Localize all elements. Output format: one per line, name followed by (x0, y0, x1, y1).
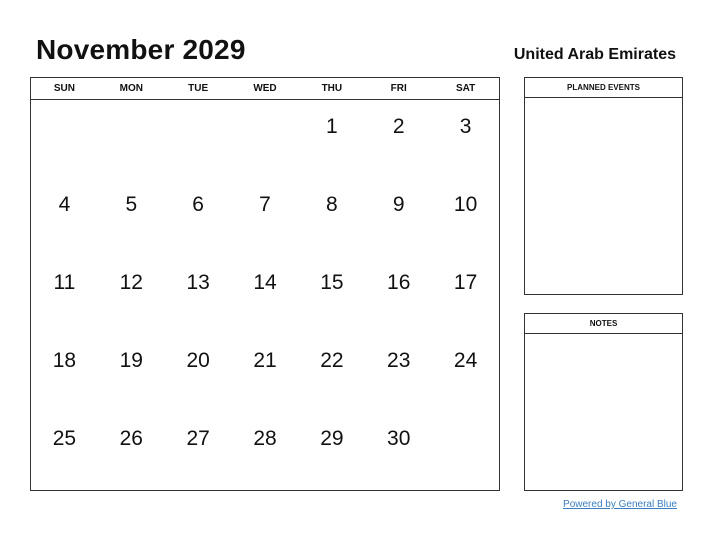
day-cell: 13 (186, 271, 210, 294)
week-row (31, 178, 499, 256)
day-cell: 18 (52, 349, 77, 372)
day-cell: 19 (119, 349, 143, 372)
weekday-sat: SAT (455, 83, 476, 94)
day-cell: 27 (186, 427, 210, 450)
weekday-mon: MON (119, 83, 143, 94)
day-cell: 20 (186, 349, 210, 372)
day-cell (432, 412, 499, 490)
day-cell: 23 (387, 349, 411, 372)
day-cell: 8 (326, 193, 338, 216)
day-cell: 1 (326, 115, 338, 138)
day-cell (165, 100, 232, 178)
notes-header: NOTES (525, 314, 682, 334)
day-cell: 15 (320, 271, 344, 294)
country-label: United Arab Emirates (513, 46, 676, 63)
day-cell (31, 100, 98, 178)
weekday-sun: SUN (53, 83, 75, 94)
calendar-title: November 2029 (36, 34, 246, 65)
day-cell: 11 (53, 271, 76, 294)
day-cell: 16 (387, 271, 411, 294)
month-calendar (30, 77, 500, 491)
weekday-header-row (31, 78, 499, 100)
day-cell: 9 (392, 193, 405, 216)
weekday-fri: FRI (390, 83, 407, 94)
day-cell: 21 (253, 349, 277, 372)
week-row (31, 256, 499, 334)
day-cell (232, 100, 299, 178)
day-cell: 17 (453, 271, 478, 294)
day-cell: 26 (119, 427, 143, 450)
day-cell: 2 (392, 115, 405, 138)
day-cell: 14 (253, 271, 277, 294)
week-row (31, 334, 499, 412)
day-cell: 22 (320, 349, 344, 372)
day-cell: 24 (453, 349, 478, 372)
day-cell: 12 (119, 271, 143, 294)
weekday-wed: WED (253, 83, 277, 94)
day-cell: 3 (459, 115, 472, 138)
day-cell: 7 (259, 193, 271, 216)
day-cell: 10 (453, 193, 478, 216)
day-cell: 25 (52, 427, 77, 450)
day-cell: 29 (320, 427, 344, 450)
planned-events-panel (524, 77, 683, 295)
day-cell (98, 100, 165, 178)
day-cell: 28 (253, 427, 277, 450)
day-cell: 5 (125, 193, 138, 216)
day-cell: 30 (387, 427, 411, 450)
notes-panel (524, 313, 683, 491)
weekday-thu: THU (321, 83, 343, 94)
powered-by-link[interactable]: Powered by General Blue (563, 499, 677, 510)
week-row (31, 100, 499, 178)
week-row (31, 412, 499, 490)
planned-events-header: PLANNED EVENTS (525, 78, 682, 98)
calendar-weeks (31, 100, 499, 490)
day-cell: 6 (192, 193, 204, 216)
weekday-tue: TUE (188, 83, 209, 94)
day-cell: 4 (58, 193, 71, 216)
